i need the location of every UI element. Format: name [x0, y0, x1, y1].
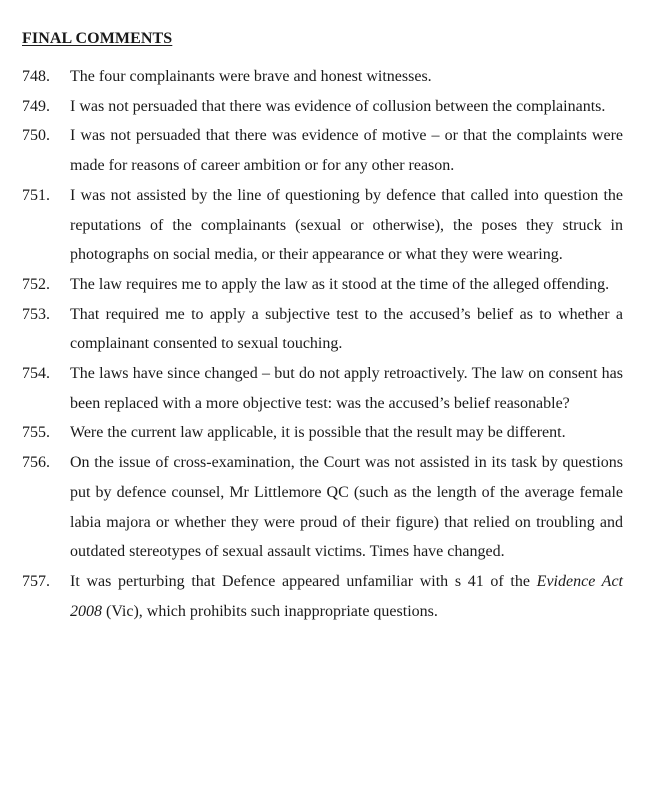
paragraph-number: 756. — [22, 454, 50, 472]
paragraph-text: On the issue of cross-examination, the Court was not assisted in its task by questions put by defence counsel, Mr Littlemore QC (such as the length of the average female labia majora or whether they were proud of their figure) that relied on troubling and outdated stereotypes of sexual assault victims. Times have changed. — [70, 454, 623, 561]
paragraph-text: The four complainants were brave and honest witnesses. — [70, 68, 432, 85]
paragraph-text: That required me to apply a subjective test to the accused’s belief as to whether a complainant consented to sexual touching. — [70, 305, 623, 353]
paragraph-755 — [0, 418, 665, 448]
paragraph-number: 752. — [22, 275, 50, 293]
paragraph-number: 754. — [22, 365, 50, 383]
paragraph-text-part: It was perturbing that Defence appeared unfamiliar with s 41 of the — [70, 572, 537, 590]
paragraph-751 — [0, 181, 665, 270]
section-heading: FINAL COMMENTS — [22, 30, 173, 47]
paragraph-text: I was not assisted by the line of questioning by defence that called into question the reputations of the complainants (sexual or otherwise), the poses they struck in photographs on social media, or their appearance or what they were wearing. — [70, 186, 623, 264]
paragraph-752 — [0, 270, 665, 300]
paragraph-754 — [0, 359, 665, 418]
paragraph-number: 748. — [22, 68, 50, 85]
statute-name: Evidence Act 2008 — [70, 572, 624, 620]
paragraph-text: The laws have since changed – but do not apply retroactively. The law on consent has been replaced with a more objective test: was the accused’s belief reasonable? — [70, 365, 623, 412]
paragraph-number: 750. — [22, 127, 50, 145]
paragraph-text: I was not persuaded that there was evidence of motive – or that the complaints were made for reasons of career ambition or for any other reason. — [70, 127, 623, 175]
paragraph-number: 757. — [22, 572, 50, 590]
paragraph-749 — [0, 92, 665, 122]
paragraph-number: 755. — [22, 424, 50, 442]
paragraph-text-part: (Vic), which prohibits such inappropriate questions. — [102, 602, 438, 620]
paragraph-757 — [0, 567, 665, 626]
paragraph-number: 751. — [22, 186, 50, 204]
paragraph-748 — [0, 62, 665, 92]
paragraph-753 — [0, 300, 665, 359]
paragraph-text: Were the current law applicable, it is possible that the result may be different. — [70, 424, 566, 442]
paragraph-number: 753. — [22, 305, 50, 323]
paragraph-text — [70, 567, 623, 626]
paragraph-text: I was not persuaded that there was evidence of collusion between the complainants. — [70, 97, 606, 115]
paragraph-750 — [0, 121, 665, 180]
paragraph-number: 749. — [22, 97, 50, 115]
paragraph-text: The law requires me to apply the law as it stood at the time of the alleged offending. — [70, 275, 610, 293]
paragraph-756 — [0, 448, 665, 567]
paragraph-list — [0, 62, 665, 626]
